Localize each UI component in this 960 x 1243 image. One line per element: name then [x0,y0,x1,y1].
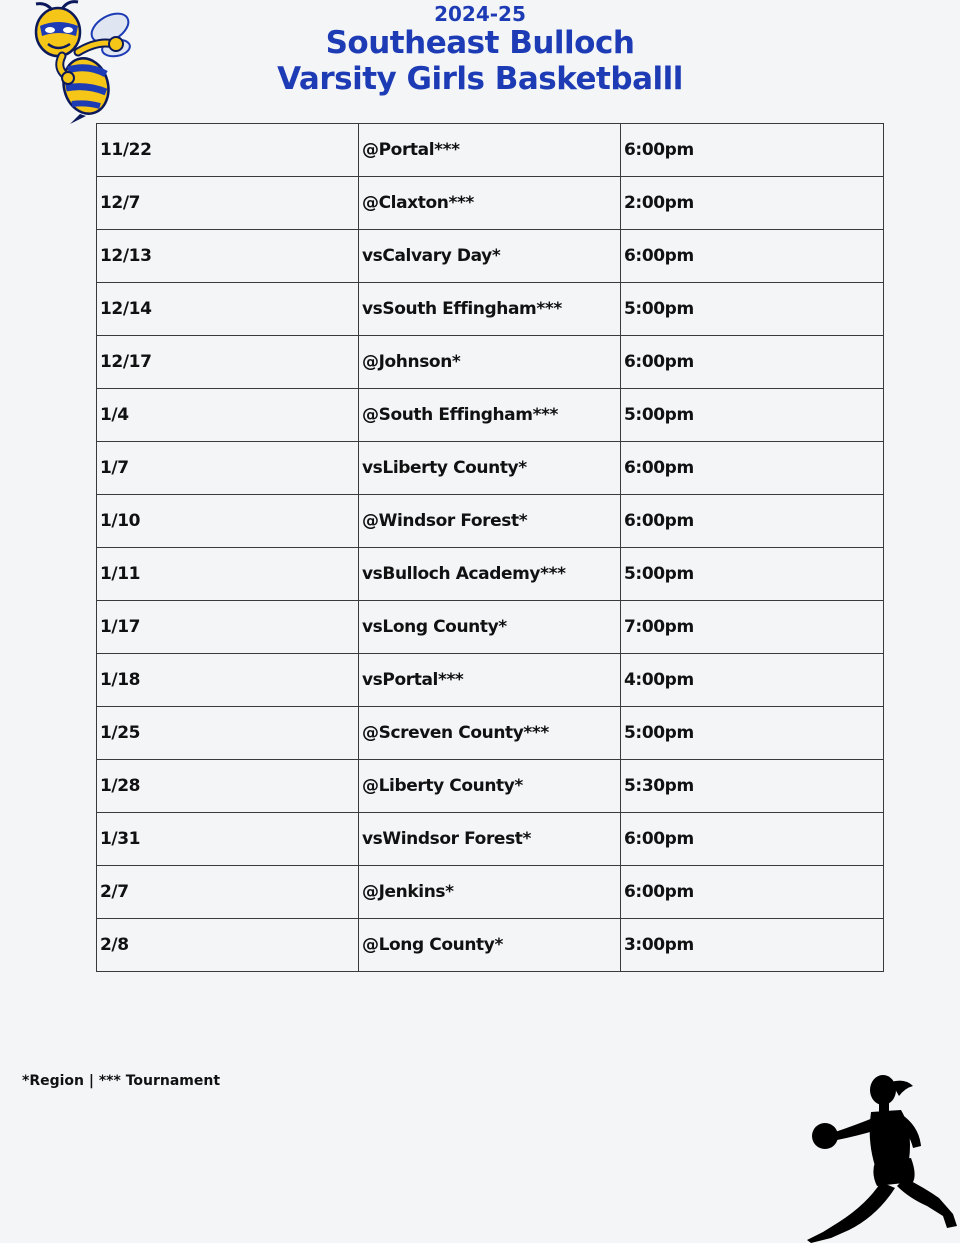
game-time: 5:00pm [621,707,884,760]
game-date: 1/28 [97,760,359,813]
table-row [97,813,884,866]
game-time: 5:00pm [621,283,884,336]
season-label: 2024-25 [434,2,526,26]
table-row [97,389,884,442]
table-row [97,230,884,283]
game-opponent: @Long County* [359,919,621,972]
game-opponent: vsBulloch Academy*** [359,548,621,601]
game-opponent: @Claxton*** [359,177,621,230]
game-time: 5:00pm [621,548,884,601]
game-date: 12/7 [97,177,359,230]
table-row [97,654,884,707]
game-time: 6:00pm [621,866,884,919]
team-name: Varsity Girls Basketballl [277,61,683,97]
game-opponent: vsPortal*** [359,654,621,707]
table-row [97,124,884,177]
game-opponent: vsLiberty County* [359,442,621,495]
yellow-jacket-mascot-icon [22,0,134,124]
schedule-legend: *Region | *** Tournament [22,1073,221,1089]
game-date: 1/10 [97,495,359,548]
game-date: 1/18 [97,654,359,707]
game-opponent: @Johnson* [359,336,621,389]
game-date: 2/7 [97,866,359,919]
school-name: Southeast Bulloch [325,25,635,61]
table-row [97,760,884,813]
table-row [97,548,884,601]
table-row [97,283,884,336]
game-date: 12/14 [97,283,359,336]
game-time: 6:00pm [621,230,884,283]
table-row [97,495,884,548]
game-time: 5:00pm [621,389,884,442]
game-time: 6:00pm [621,442,884,495]
game-opponent: @Windsor Forest* [359,495,621,548]
game-opponent: vsCalvary Day* [359,230,621,283]
game-opponent: vsLong County* [359,601,621,654]
game-time: 6:00pm [621,813,884,866]
game-opponent: @Portal*** [359,124,621,177]
basketball-player-silhouette-icon [805,1070,960,1243]
game-date: 1/7 [97,442,359,495]
schedule-table [96,123,884,972]
game-time: 6:00pm [621,336,884,389]
game-date: 1/17 [97,601,359,654]
game-opponent: vsSouth Effingham*** [359,283,621,336]
game-date: 2/8 [97,919,359,972]
table-row [97,866,884,919]
game-time: 6:00pm [621,495,884,548]
game-time: 5:30pm [621,760,884,813]
game-opponent: @South Effingham*** [359,389,621,442]
game-time: 3:00pm [621,919,884,972]
table-row [97,177,884,230]
game-time: 4:00pm [621,654,884,707]
game-date: 1/11 [97,548,359,601]
table-row [97,336,884,389]
game-opponent: vsWindsor Forest* [359,813,621,866]
game-date: 1/4 [97,389,359,442]
game-date: 1/25 [97,707,359,760]
game-date: 1/31 [97,813,359,866]
game-date: 11/22 [97,124,359,177]
table-row [97,601,884,654]
game-opponent: @Liberty County* [359,760,621,813]
table-row [97,919,884,972]
game-time: 6:00pm [621,124,884,177]
game-opponent: @Screven County*** [359,707,621,760]
game-opponent: @Jenkins* [359,866,621,919]
game-time: 2:00pm [621,177,884,230]
table-row [97,442,884,495]
game-time: 7:00pm [621,601,884,654]
game-date: 12/13 [97,230,359,283]
game-date: 12/17 [97,336,359,389]
table-row [97,707,884,760]
